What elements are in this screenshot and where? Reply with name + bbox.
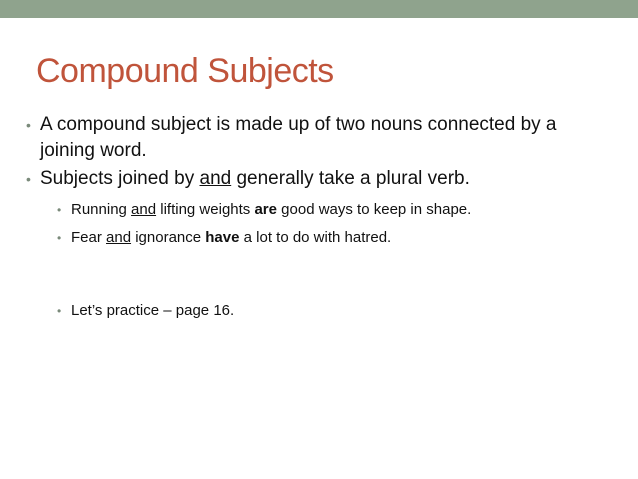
sub-bullet-underlined: and bbox=[131, 201, 157, 218]
sub-bullet-post: a lot to do with hatred. bbox=[239, 229, 392, 246]
sub-bullet-item bbox=[26, 228, 616, 248]
sub-bullet-marker: • bbox=[57, 304, 62, 318]
sub-bullet-bold: have bbox=[205, 229, 240, 246]
slide-title: Compound Subjects bbox=[36, 52, 334, 90]
sub-bullet-post: good ways to keep in shape. bbox=[277, 201, 472, 218]
sub-bullet-pre: Fear bbox=[71, 229, 107, 246]
bullet-item bbox=[26, 166, 616, 192]
sub-bullet-pre: Running bbox=[71, 201, 132, 218]
sub-bullet-mid: ignorance bbox=[131, 229, 206, 246]
bullet-marker: • bbox=[26, 117, 31, 133]
practice-text: Let’s practice – page 16. bbox=[71, 302, 235, 319]
bullet-list bbox=[26, 112, 616, 321]
bullet-text: A compound subject is made up of two nouns connected by a joining word. bbox=[40, 114, 557, 161]
bullet-text-underlined: and bbox=[199, 168, 232, 189]
sub-bullet-mid: lifting weights bbox=[156, 201, 255, 218]
bullet-text-pre: Subjects joined by bbox=[40, 168, 200, 189]
top-accent-bar bbox=[0, 0, 638, 18]
bullet-item bbox=[26, 112, 616, 164]
bullet-text-post: generally take a plural verb. bbox=[231, 168, 470, 189]
bullet-marker: • bbox=[26, 171, 31, 187]
sub-bullet-item bbox=[26, 200, 616, 220]
sub-bullet-marker: • bbox=[57, 231, 62, 245]
sub-bullet-item bbox=[26, 301, 616, 321]
spacer bbox=[26, 248, 616, 293]
sub-bullet-marker: • bbox=[57, 203, 62, 217]
sub-bullet-bold: are bbox=[254, 201, 277, 218]
sub-bullet-underlined: and bbox=[106, 229, 132, 246]
